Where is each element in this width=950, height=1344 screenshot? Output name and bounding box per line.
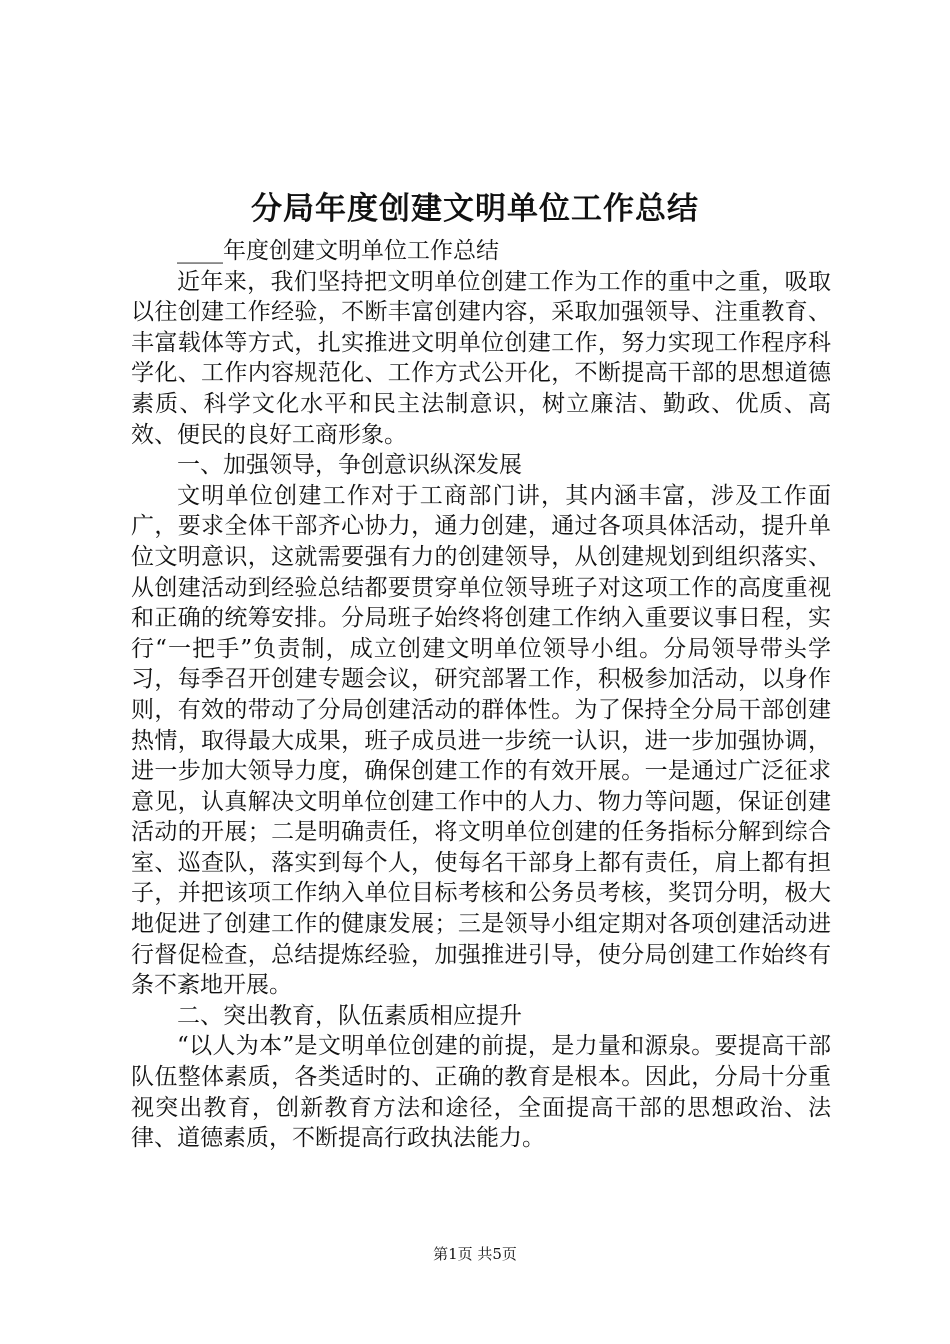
section-heading-1: 一、加强领导，争创意识纵深发展 bbox=[177, 452, 522, 479]
document-body bbox=[131, 236, 831, 1154]
document-title: 分局年度创建文明单位工作总结 bbox=[251, 191, 699, 227]
page-footer: 第1页 共5页 bbox=[433, 1245, 517, 1263]
document-subtitle: ____年度创建文明单位工作总结 bbox=[177, 238, 499, 264]
paragraph-leadership: 文明单位创建工作对于工商部门讲，其内涵丰富，涉及工作面广，要求全体干部齐心协力，通力创建，通过各项具体活动，提升单位文明意识，这就需要强有力的创建领导，从创建规划到组织落实、从创建活动到经验总结都要贯穿单位领导班子对这项工作的高度重视和正确的统筹安排。分局班子始终将创建工作纳入重要议事日程，实行“一把手”负责制，成立创建文明单位领导小组。分局领导带头学习，每季召开创建专题会议，研究部署工作，积极参加活动，以身作则，有效的带动了分局创建活动的群体性。为了保持全分局干部创建热情，取得最大成果，班子成员进一步统一认识，进一步加强协调，进一步加大领导力度，确保创建工作的有效开展。一是通过广泛征求意见，认真解决文明单位创建工作中的人力、物力等问题，保证创建活动的开展；二是明确责任，将文明单位创建的任务指标分解到综合室、巡查队，落实到每个人，使每名干部身上都有责任，肩上都有担子，并把该项工作纳入单位目标考核和公务员考核，奖罚分明，极大地促进了创建工作的健康发展；三是领导小组定期对各项创建活动进行督促检查，总结提炼经验，加强推进引导，使分局创建工作始终有条不紊地开展。 bbox=[131, 482, 831, 999]
paragraph-education: “以人为本”是文明单位创建的前提，是力量和源泉。要提高干部队伍整体素质，各类适时的、正确的教育是根本。因此，分局十分重视突出教育，创新教育方法和途径，全面提高干部的思想政治、法律、道德素质，不断提高行政执法能力。 bbox=[131, 1033, 831, 1152]
paragraph-intro: 近年来，我们坚持把文明单位创建工作为工作的重中之重，吸取以往创建工作经验，不断丰富创建内容，采取加强领导、注重教育、丰富载体等方式，扎实推进文明单位创建工作，努力实现工作程序科学化、工作内容规范化、工作方式公开化，不断提高干部的思想道德素质、科学文化水平和民主法制意识，树立廉洁、勤政、优质、高效、便民的良好工商形象。 bbox=[131, 268, 831, 448]
section-heading-2: 二、突出教育，队伍素质相应提升 bbox=[177, 1002, 522, 1029]
